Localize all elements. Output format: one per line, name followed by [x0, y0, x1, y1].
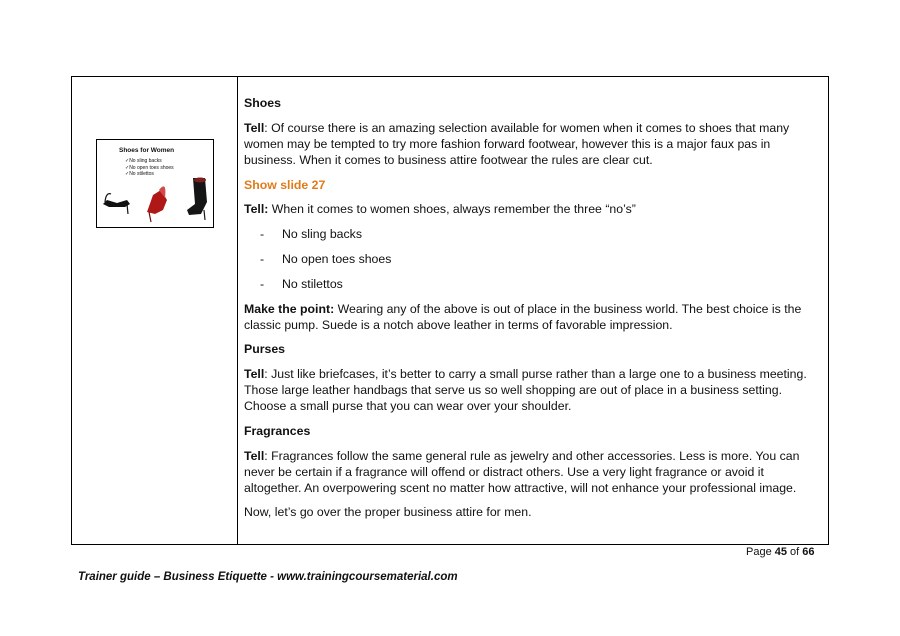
page-number: Page 45 of 66 [746, 546, 815, 558]
tell-label: Tell: [244, 202, 269, 216]
tell-text: : Just like briefcases, it’s better to carry a small purse rather than a large one to a business meeting. Those large leather handbags that serve us so well shopping are out of place in a business setting. Choose a small purse that you can wear over your shoulder. [244, 367, 807, 413]
bullet-text: No stilettos [282, 276, 343, 291]
bullet-item: - No sling backs [260, 226, 362, 241]
bullet-text: No sling backs [282, 226, 362, 241]
thumbnail-item: ✓No sling backs [125, 158, 162, 164]
paragraph-make-point [244, 301, 824, 333]
content-table [71, 76, 829, 545]
tell-text: : Of course there is an amazing selection available for women when it comes to shoes that many women may be tempted to try more fashion forward footwear, however this is a major faux pas in business. When it comes to business attire footwear the rules are clear cut. [244, 121, 790, 167]
heading-purses: Purses [244, 342, 286, 356]
show-slide-label: Show slide 27 [244, 177, 326, 192]
closing-paragraph: Now, let’s go over the proper business attire for men. [244, 505, 532, 519]
thumbnail-list [125, 158, 174, 178]
bullet-item: - No stilettos [260, 276, 343, 291]
heading-shoes: Shoes [244, 96, 281, 110]
point-text: Wearing any of the above is out of place in the business world. The best choice is the classic pump. Suede is a notch above leather in terms of favorable impression. [244, 301, 802, 332]
point-label: Make the point: [244, 301, 335, 316]
tell-label: Tell [244, 121, 265, 135]
paragraph-tell-1 [244, 120, 824, 168]
total-pages: 66 [802, 546, 815, 558]
tell-label: Tell [244, 367, 265, 381]
heading-fragrances: Fragrances [244, 423, 311, 438]
bullet-item: - No open toes shoes [260, 251, 392, 266]
thumbnail-title: Shoes for Women [119, 147, 175, 154]
tell-text: : Fragrances follow the same general rule as jewelry and other accessories. Less is more. You can never be certain if a fragrance will offend or distract others. Use a very light fragrance or avoid it altogether. An overpowering scent no matter how attractive, will not enhance your professional image. [244, 448, 800, 495]
thumbnail-item: ✓No open toes shoes [125, 164, 174, 171]
paragraph-tell-4 [244, 448, 824, 496]
slide-thumbnail [96, 139, 214, 228]
paragraph-tell-2 [244, 201, 824, 217]
thumbnail-item: ✓No stilettos [125, 171, 154, 177]
slide-column [72, 77, 238, 544]
paragraph-tell-3 [244, 366, 824, 414]
page-footer: Trainer guide – Business Etiquette - www.trainingcoursematerial.com [78, 571, 458, 583]
tell-text: When it comes to women shoes, always remember the three “no’s” [268, 202, 636, 216]
current-page: 45 [774, 546, 787, 558]
text-column [244, 95, 824, 529]
bullet-text: No open toes shoes [282, 251, 392, 266]
tell-label: Tell [244, 448, 265, 463]
